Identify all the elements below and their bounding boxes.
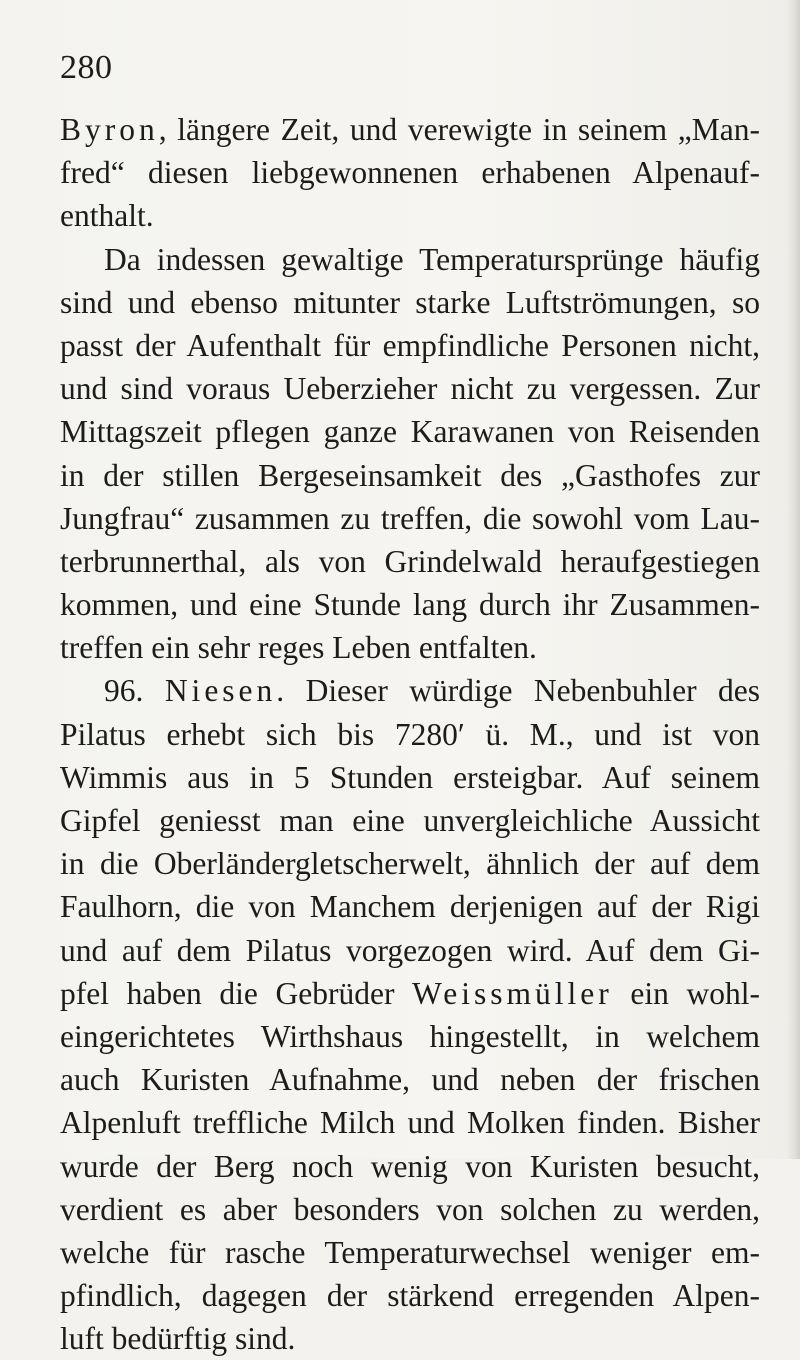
text-segment: Pilatus erhebt sich bis 7280′ ü. M., und ist von: [60, 716, 760, 752]
text-segment: und sind voraus Ueberzieher nicht zu vergessen. Zur: [60, 371, 760, 407]
text-segment: verdient es aber besonders von solchen zu werden,: [60, 1191, 760, 1227]
text-segment: Alpenluft treffliche Milch und Molken finden. Bisher: [60, 1105, 760, 1141]
body-text: [60, 108, 760, 1360]
text-line: [60, 885, 760, 928]
text-segment: , längere Zeit, und verewigte in seinem „Man-: [158, 112, 760, 147]
text-segment: sind und ebenso mitunter starke Luftströmungen, so: [60, 284, 760, 320]
text-segment: kommen, und eine Stunde lang durch ihr Zusammen-: [60, 587, 760, 623]
text-line: [60, 583, 760, 626]
text-line: [60, 1231, 760, 1274]
text-segment: Mittagszeit pflegen ganze Karawanen von Reisenden: [60, 414, 760, 450]
page-number: 280: [60, 49, 113, 86]
text-line: [60, 238, 760, 281]
spaced-emphasis-text: By: [60, 112, 105, 147]
spaced-emphasis-text: Niesen: [164, 673, 277, 709]
text-segment: pfindlich, dagegen der stärkend erregenden Alpen-: [60, 1278, 760, 1314]
text-line: [60, 1188, 760, 1231]
page-edge-shadow: [786, 0, 800, 1159]
text-segment: in der stillen Bergeseinsamkeit des „Gasthofes zur: [60, 457, 760, 493]
text-line: [60, 1145, 760, 1188]
text-segment: 96.: [104, 673, 165, 709]
text-segment: Jungfrau“ zusammen zu treffen, die sowohl vom Lau-: [60, 500, 760, 536]
text-line: [60, 1317, 760, 1360]
text-segment: ein wohl-: [612, 975, 760, 1011]
text-segment: terbrunnerthal, als von Grindelwald heraufgestiegen: [60, 543, 760, 579]
text-line: [60, 281, 760, 324]
text-segment: in die Oberländergletscherwelt, ähnlich der auf dem: [60, 846, 760, 882]
spaced-emphasis-text: Weissmüller: [412, 975, 613, 1011]
text-line: [60, 324, 760, 367]
text-segment: welche für rasche Temperaturwechsel weniger em-: [60, 1234, 760, 1270]
text-line: [60, 151, 760, 194]
text-line: [60, 1274, 760, 1317]
text-line: [60, 669, 760, 712]
text-segment: wurde der Berg noch wenig von Kuristen besucht,: [60, 1148, 760, 1184]
text-segment: Da indessen gewaltige Temperatursprünge häufig: [104, 241, 760, 277]
text-line: [60, 410, 760, 453]
text-line: [60, 497, 760, 540]
text-line: [60, 454, 760, 497]
text-segment: Faulhorn, die von Manchem derjenigen auf der Rigi: [60, 889, 760, 925]
text-line: [60, 1101, 760, 1144]
text-line: [60, 929, 760, 972]
text-line: [60, 108, 760, 151]
spaced-emphasis-text: ron: [104, 112, 159, 147]
text-segment: Wimmis aus in 5 Stunden ersteigbar. Auf seinem: [60, 759, 760, 795]
text-segment: pfel haben die Gebrüder: [60, 975, 413, 1011]
text-segment: und auf dem Pilatus vorgezogen wird. Auf dem Gi-: [60, 932, 760, 968]
text-line: [60, 842, 760, 885]
text-segment: passt der Aufenthalt für empfindliche Personen nicht,: [60, 327, 760, 363]
text-segment: auch Kuristen Aufnahme, und neben der frischen: [60, 1062, 760, 1098]
text-segment: Gipfel geniesst man eine unvergleichliche Aussicht: [60, 803, 760, 838]
text-line: [60, 1015, 760, 1058]
text-line: [60, 972, 760, 1015]
text-line: [60, 713, 760, 756]
text-line: [60, 540, 760, 583]
text-line: [60, 756, 760, 799]
text-segment: eingerichtetes Wirthshaus hingestellt, in welchem: [60, 1018, 760, 1054]
text-line: [60, 799, 760, 842]
text-line: [60, 367, 760, 410]
text-line: [60, 626, 760, 669]
text-line: [60, 1058, 760, 1101]
text-segment: fred“ diesen liebgewonnenen erhabenen Alpenauf-: [60, 155, 760, 191]
text-segment: treffen ein sehr reges Leben entfalten.: [60, 630, 537, 666]
text-line: [60, 194, 760, 237]
text-segment: . Dieser würdige Nebenbuhler des: [276, 673, 761, 709]
text-segment: luft bedürftig sind.: [60, 1321, 296, 1357]
text-segment: enthalt.: [60, 198, 154, 234]
